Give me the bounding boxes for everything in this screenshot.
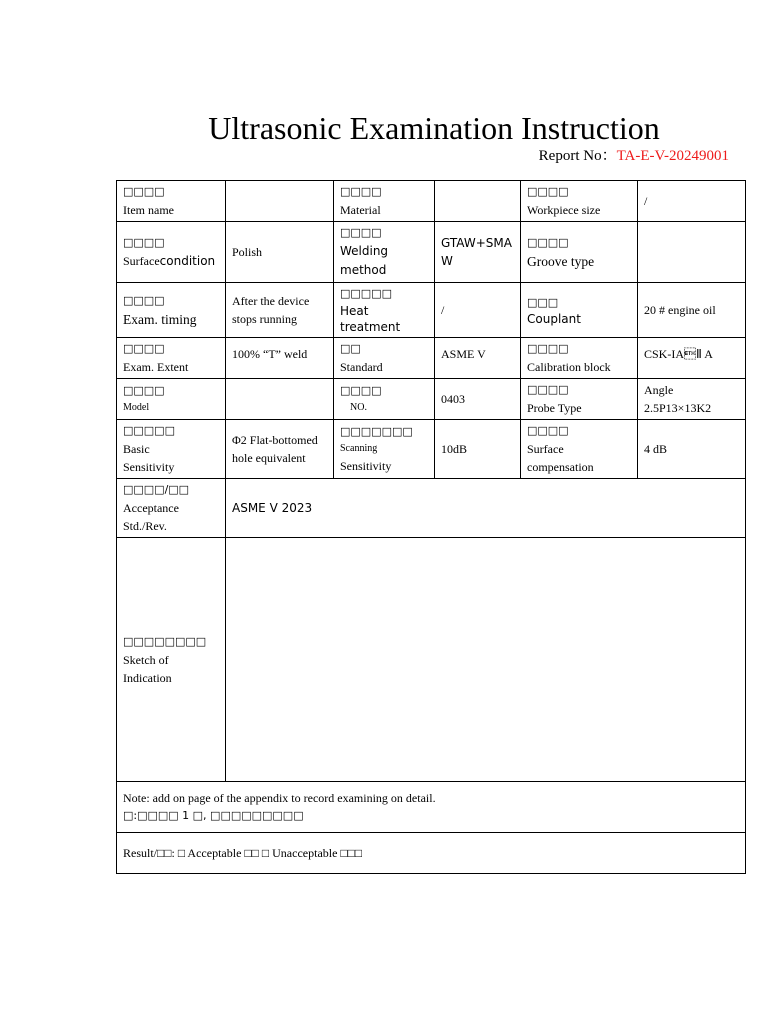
model-value [226,379,334,420]
probe-type-label: □□□□ Probe Type [521,379,638,420]
report-number-value: TA-E-V-20249001 [616,148,729,164]
table-row [117,833,746,874]
number-value: 0403 [435,379,521,420]
exam-extent-value: 100% “T” weld [226,338,334,379]
standard-label: □□ Standard [334,338,435,379]
result-cell [117,833,746,874]
welding-method-value: GTAW+SMAW [435,222,521,283]
heat-treatment-value: / [435,283,521,338]
table-row [117,379,746,420]
unacceptable-option[interactable]: □ Unacceptable □□□ [261,846,363,860]
note-english: Note: add on page of the appendix to record examining on detail. [123,791,436,805]
welding-method-label: □□□□ Welding method [334,222,435,283]
report-number-line [539,146,729,166]
table-row [117,538,746,782]
scanning-sensitivity-value: 10dB [435,420,521,479]
note-chinese: □:□□□□ 1 □, □□□□□□□□□ [123,809,304,822]
basic-sensitivity-label: □□□□□ Basic Sensitivity [117,420,226,479]
acceptance-standard-value: ASME V 2023 [226,479,746,538]
groove-type-label: □□□□ Groove type [521,222,638,283]
exam-extent-label: □□□□ Exam. Extent [117,338,226,379]
table-row [117,181,746,222]
table-row [117,479,746,538]
table-row [117,782,746,833]
document-title: Ultrasonic Examination Instruction [208,110,660,146]
acceptable-option[interactable]: □ Acceptable □□ [177,846,259,860]
item-name-value [226,181,334,222]
result-label: Result/□□: [123,846,175,860]
basic-sensitivity-value: Φ2 Flat-bottomed hole equivalent [226,420,334,479]
exam-timing-value: After the device stops running [226,283,334,338]
acceptance-standard-label: □□□□/□□ Acceptance Std./Rev. [117,479,226,538]
material-label: □□□□ Material [334,181,435,222]
calibration-block-value: CSK-IAⅡ A [638,338,746,379]
model-label: □□□□ Model [117,379,226,420]
sketch-of-indication-label: □□□□□□□□ Sketch of Indication [117,538,226,782]
table-row [117,222,746,283]
note-cell [117,782,746,833]
report-number-label: Report No： [538,148,617,164]
surface-condition-label: □□□□ Surfacecondition [117,222,226,283]
workpiece-size-label: □□□□ Workpiece size [521,181,638,222]
couplant-value: 20 # engine oil [638,283,746,338]
table-row [117,420,746,479]
table-row [117,283,746,338]
probe-type-value: Angle 2.5P13×13K2 [638,379,746,420]
scanning-sensitivity-label: □□□□□□□ Scanning Sensitivity [334,420,435,479]
sketch-area [226,538,746,782]
number-label: □□□□ NO. [334,379,435,420]
table-row [117,338,746,379]
calibration-block-label: □□□□ Calibration block [521,338,638,379]
surface-compensation-label: □□□□ Surface compensation [521,420,638,479]
standard-value: ASME V [435,338,521,379]
heat-treatment-label: □□□□□ Heat treatment [334,283,435,338]
examination-form-table [116,180,746,874]
couplant-label: □□□ Couplant [521,283,638,338]
item-name-label: □□□□ Item name [117,181,226,222]
exam-timing-label: □□□□ Exam. timing [117,283,226,338]
material-value [435,181,521,222]
surface-compensation-value: 4 dB [638,420,746,479]
workpiece-size-value: / [638,181,746,222]
groove-type-value [638,222,746,283]
surface-condition-value: Polish [226,222,334,283]
